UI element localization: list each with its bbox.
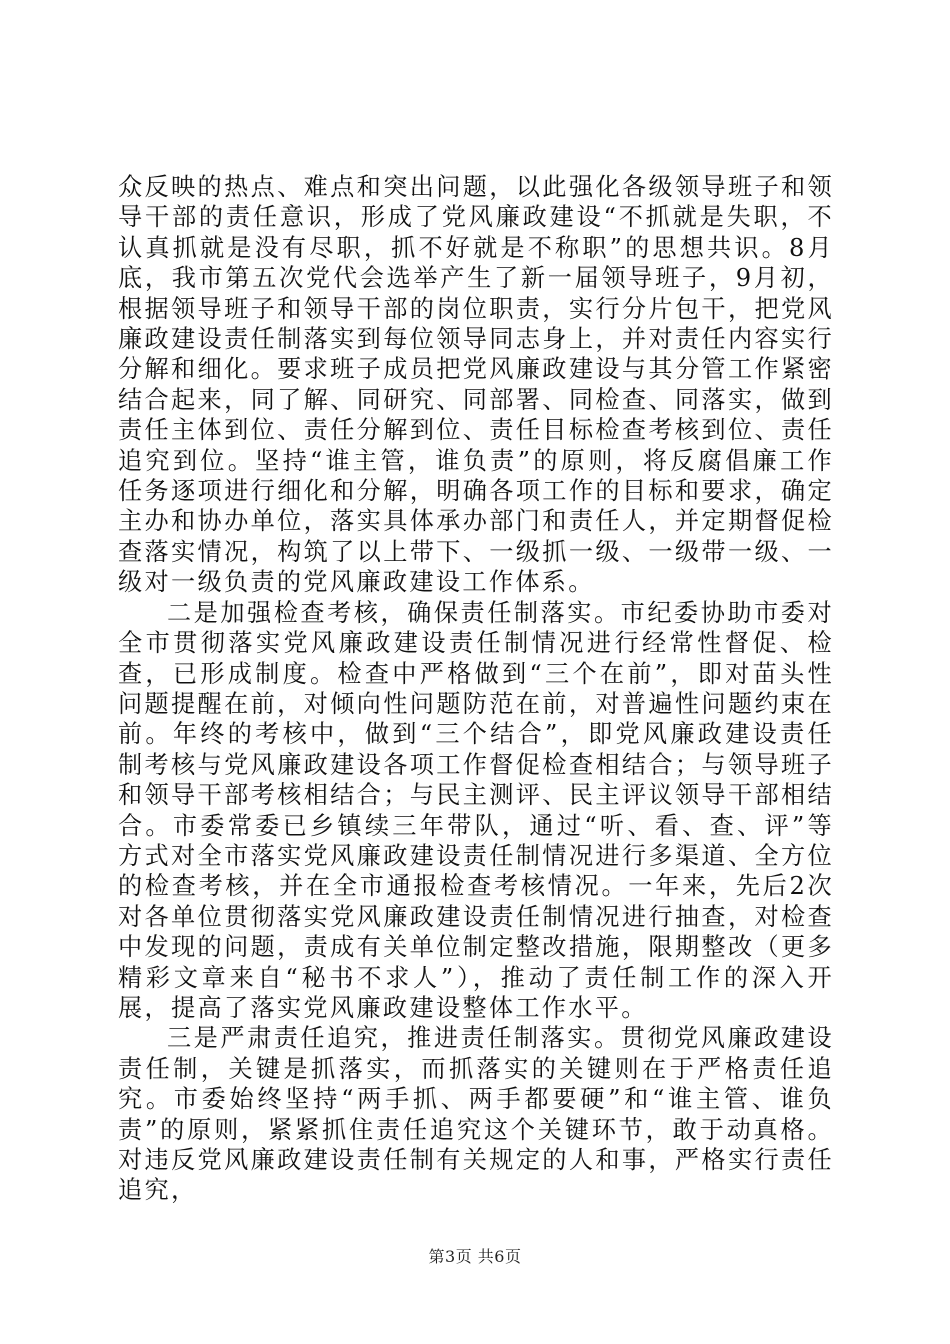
document-body	[118, 172, 834, 1206]
paragraph-continuation: 众反映的热点、难点和突出问题，以此强化各级领导班子和领导干部的责任意识，形成了党风廉政建设“不抓就是失职，不认真抓就是没有尽职，抓不好就是不称职”的思想共识。8月底，我市第五次党代会选举产生了新一届领导班子，9月初，根据领导班子和领导干部的岗位职责，实行分片包干，把党风廉政建设责任制落实到每位领导同志身上，并对责任内容实行分解和细化。要求班子成员把党风廉政建设与其分管工作紧密结合起来，同了解、同研究、同部署、同检查、同落实，做到责任主体到位、责任分解到位、责任目标检查考核到位、责任追究到位。坚持“谁主管，谁负责”的原则，将反腐倡廉工作任务逐项进行细化和分解，明确各项工作的目标和要求，确定主办和协办单位，落实具体承办部门和责任人，并定期督促检查落实情况，构筑了以上带下、一级抓一级、一级带一级、一级对一级负责的党风廉政建设工作体系。	[118, 173, 834, 597]
page-number-footer: 第3页 共6页	[428, 1247, 522, 1266]
paragraph-inspection: 二是加强检查考核，确保责任制落实。市纪委协助市委对全市贯彻落实党风廉政建设责任制情况进行经常性督促、检查，已形成制度。检查中严格做到“三个在前”，即对苗头性问题提醒在前，对倾向性问题防范在前，对普遍性问题约束在前。年终的考核中，做到“三个结合”，即党风廉政建设责任制考核与党风廉政建设各项工作督促检查相结合；与领导班子和领导干部考核相结合；与民主测评、民主评议领导干部相结合。市委常委已乡镇续三年带队，通过“听、看、查、评”等方式对全市落实党风廉政建设责任制情况进行多渠道、全方位的检查考核，并在全市通报检查考核情况。一年来，先后2次对各单位贯彻落实党风廉政建设责任制情况进行抽查，对检查中发现的问题，责成有关单位制定整改措施，限期整改（更多精彩文章来自“秘书不求人”），推动了责任制工作的深入开展，提高了落实党风廉政建设整体工作水平。	[118, 598, 834, 1022]
paragraph-accountability: 三是严肃责任追究，推进责任制落实。贯彻党风廉政建设责任制，关键是抓落实，而抓落实的关键则在于严格责任追究。市委始终坚持“两手抓、两手都要硬”和“谁主管、谁负责”的原则，紧紧抓住责任追究这个关键环节，敢于动真格。对违反党风廉政建设责任制有关规定的人和事，严格实行责任追究，	[118, 1024, 834, 1205]
